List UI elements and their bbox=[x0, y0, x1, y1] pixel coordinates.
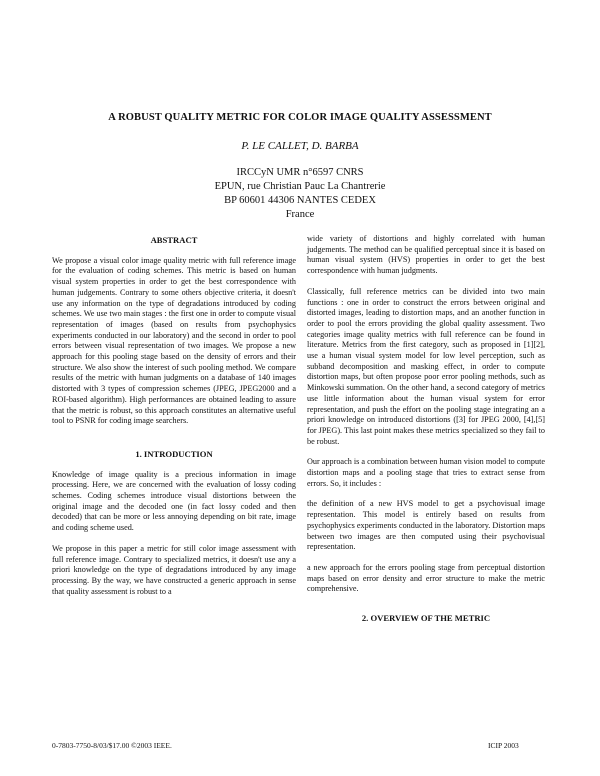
paper-title: A ROBUST QUALITY METRIC FOR COLOR IMAGE QUALITY ASSESSMENT bbox=[108, 112, 492, 123]
right-column bbox=[307, 234, 545, 634]
left-column bbox=[52, 235, 296, 607]
paper-authors: P. LE CALLET, D. BARBA bbox=[241, 140, 359, 152]
overview-heading: 2. OVERVIEW OF THE METRIC bbox=[361, 613, 491, 624]
affiliation-line: BP 60601 44306 NANTES CEDEX bbox=[224, 195, 376, 206]
intro-paragraph: We propose in this paper a metric for still color image assessment with full reference image. Contrary to specialized metrics, it doesn't use any a priori knowledge on the type of degradations introduced by any image processing. By the way, we have constructed a generic approach in sense that quality assessment is robust to a bbox=[52, 543, 296, 596]
body-paragraph: the definition of a new HVS model to get a psychovisual image representation. This model is entirely based on results from psychophysics experiments conducted in the laboratory. Distortion maps between two images are then computed using their psychovisual representation. bbox=[307, 499, 545, 552]
affiliation-block bbox=[0, 166, 600, 222]
affiliation-line: France bbox=[285, 209, 315, 220]
body-paragraph: Our approach is a combination between human vision model to compute distortion maps and a pooling stage that tries to extract sense from errors. So, it includes : bbox=[307, 457, 545, 488]
body-paragraph: wide variety of distortions and highly correlated with human judgements. The method can be qualified perceptual since it is based on human visual system (HVS) properties in order to get the best correspondence with human judgments. bbox=[307, 234, 545, 276]
intro-paragraph: Knowledge of image quality is a precious information in image processing. Here, we are concerned with the evaluation of lossy coding schemes. Coding schemes introduce visual distortions between the original image and the decoded one (in fact lossy coded and then decoded) that can be more or less annoying depending on bit rate, image and coding scheme used. bbox=[52, 469, 296, 533]
affiliation-line: IRCCyN UMR n°6597 CNRS bbox=[236, 167, 364, 178]
body-paragraph: a new approach for the errors pooling stage from perceptual distortion maps based on error density and error structure to make the metric comprehensive. bbox=[307, 562, 545, 594]
affiliation-line: EPUN, rue Christian Pauc La Chantrerie bbox=[214, 181, 386, 192]
footer-conference: ICIP 2003 bbox=[488, 741, 519, 750]
introduction-heading: 1. INTRODUCTION bbox=[135, 448, 213, 459]
footer-copyright: 0-7803-7750-8/03/$17.00 ©2003 IEEE. bbox=[52, 741, 172, 750]
body-paragraph: Classically, full reference metrics can be divided into two main functions : one in order to construct the errors between original and distorted images, leading to distortion maps, and an another function in order to pool the errors providing the global quality assessment. Two categories image quality metrics with full reference can be found in literature. Metrics from the first category, such as proposed in [1][2], use a human visual system model for low level perception, such as subband decomposition and masking effect, in order to compute distortion maps, but often propose poor error pooling methods, such as Minkowski summation. On the other hand, a second category of metrics use little information about the human visual system for error representation, and push the effort on the pooling stage integrating an a priori knowledge on introduced distortions ([3] for JPEG 2000, [4],[5] for JPEG). This last point makes these metrics specialized so they fail to be robust. bbox=[307, 286, 545, 446]
abstract-text: We propose a visual color image quality metric with full reference image for the evaluation of coding schemes. This metric is based on human visual system properties in order to get the best correspondence with human judgements. Contrary to some others objective criteria, it doesn't use any information on the type of degradations introduced by coding schemes. We use two main stages : the first one in order to compute visual representation of images (based on results from psychophysics experiments conducted in our laboratory) and the second in order to pool errors between visual representation of two images. We propose a new approach for this pooling stage based on the density of errors and their structure. We also show the interest of such pooling method. We compare results of the metric with human judgments on a database of 140 images distorted with 3 types of compression schemes (JPEG, JPEG2000 and a ROI-based algorithm). High performances are obtained leading to assure that the metric is robust, so this approach constitutes an alternative useful tool to PSNR for coding image searchers. bbox=[52, 255, 296, 426]
abstract-heading: ABSTRACT bbox=[150, 235, 198, 245]
